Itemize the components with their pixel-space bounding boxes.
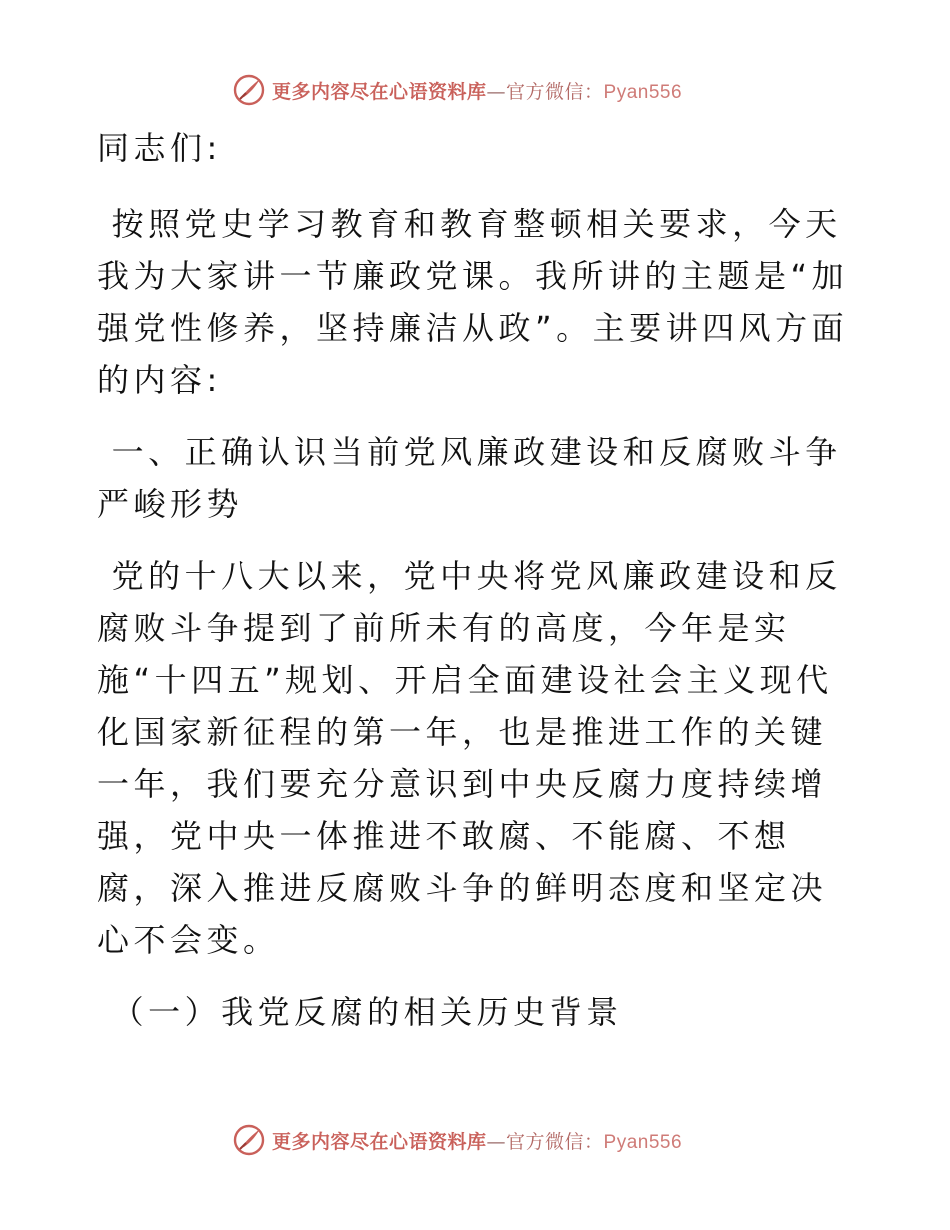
header-watermark-banner <box>232 70 752 110</box>
subsection-heading-1: （一）我党反腐的相关历史背景 <box>97 993 623 1031</box>
quill-pen-logo-icon <box>232 1123 266 1157</box>
document-body <box>97 122 857 1058</box>
watermark-text <box>272 77 682 104</box>
greeting-line: 同志们: <box>97 129 222 167</box>
watermark-account: Pyan556 <box>603 81 683 103</box>
watermark-text <box>272 1127 682 1154</box>
paragraph-intro: 按照党史学习教育和教育整顿相关要求，今天我为大家讲一节廉政党课。我所讲的主题是“加强党性修养，坚持廉洁从政”。主要讲四风方面的内容: <box>97 205 849 399</box>
watermark-brand: 更多内容尽在心语资料库 <box>272 80 487 103</box>
footer-watermark-banner <box>232 1120 752 1160</box>
watermark-wechat-label: 官方微信： <box>506 80 604 103</box>
paragraph-section-1-body: 党的十八大以来，党中央将党风廉政建设和反腐败斗争提到了前所未有的高度，今年是实施“十四五”规划、开启全面建设社会主义现代化国家新征程的第一年，也是推进工作的关键一年，我们要充分意识到中央反腐力度持续增强，党中央一体推进不敢腐、不能腐、不想腐，深入推进反腐败斗争的鲜明态度和坚定决心不会变。 <box>97 557 842 959</box>
watermark-account: Pyan556 <box>603 1131 683 1153</box>
watermark-wechat-label: 官方微信： <box>506 1130 604 1153</box>
watermark-separator: — <box>486 80 507 103</box>
section-heading-1: 一、正确认识当前党风廉政建设和反腐败斗争严峻形势 <box>97 433 842 523</box>
watermark-separator: — <box>486 1130 507 1153</box>
quill-pen-logo-icon <box>232 73 266 107</box>
watermark-brand: 更多内容尽在心语资料库 <box>272 1130 487 1153</box>
